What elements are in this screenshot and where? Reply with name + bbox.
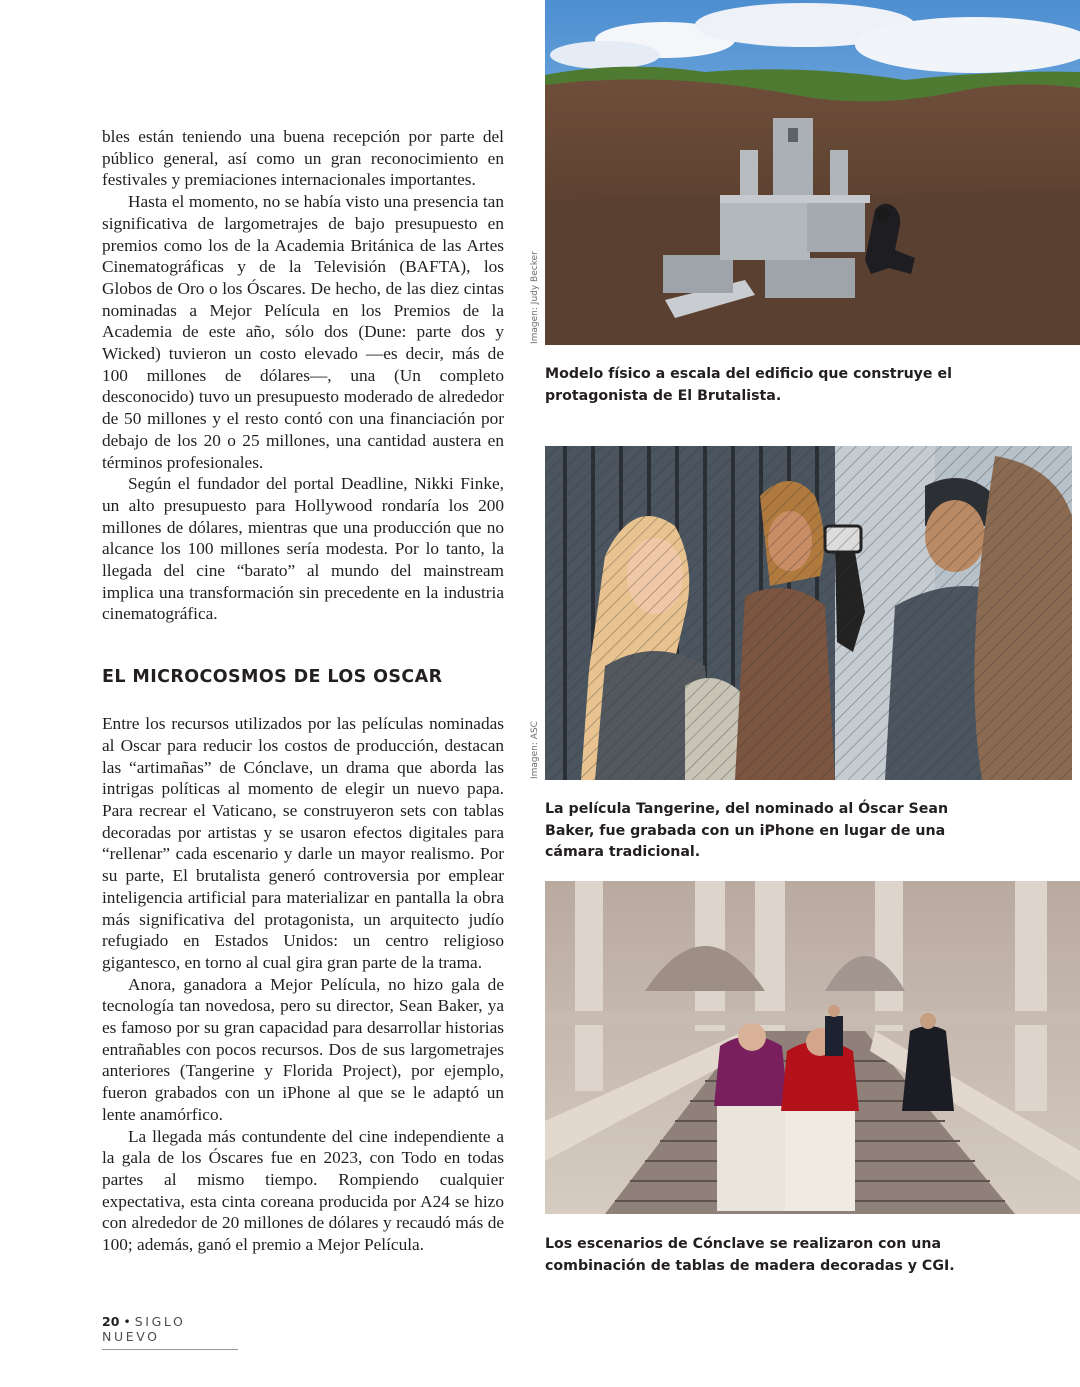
photo-credit: Imagen: ASC <box>530 721 540 779</box>
photo-credit: Imagen: Judy Becker <box>530 251 540 344</box>
footer-separator: • <box>123 1314 131 1329</box>
page-footer <box>102 1314 238 1350</box>
article-paragraph: Hasta el momento, no se había visto una presencia tan significativa de largometrajes de bajo presupuesto en premios como los de la Academia Británica de las Artes Cinematográficas y de la Televisión (BAFTA), los Globos de Oro o los Óscares. De hecho, de las diez cintas nominadas a Mejor Película en los Premios de la Academia de este año, sólo dos (Dune: parte dos y Wicked) tuvieron un costo elevado —es decir, más de 100 millones de dólares—, una (Un completo desconocido) tuvo un presupuesto moderado de alrededor de 50 millones y el resto contó con una financiación por debajo de los 20 o 25 millones, una cantidad austera en términos profesionales. <box>102 192 504 472</box>
photo-caption <box>545 364 995 407</box>
section-heading: EL MICROCOSMOS DE LOS OSCAR <box>102 667 443 688</box>
photo-caption <box>545 1234 995 1277</box>
photo-conclave-staircase <box>545 881 1080 1214</box>
article-paragraph: La llegada más contundente del cine independiente a la gala de los Óscares fue en 2023, con Todo en todas partes al mismo tiempo. Rompiendo cualquier expectativa, esta cinta coreana producida por A24 se hizo con alrededor de 20 millones de dólares y recaudó más de 100; además, ganó el premio a Mejor Película. <box>102 1126 504 1255</box>
article-paragraph: Entre los recursos utilizados por las películas nominadas al Oscar para reducir los costos de producción, destacan las “artimañas” de Cónclave, un drama que aborda las intrigas políticas al momento de elegir un nuevo papa. Para recrear el Vaticano, se construyeron sets con tablas decoradas por artistas y se usaron efectos digitales para “rellenar” cada escenario y darle un mayor realismo. Por su parte, El brutalista generó controversia por emplear inteligencia artificial para materializar en pantalla la obra más significativa del protagonista, un arquitecto judío refugiado en Estados Unidos: un centro religioso gigantesco, en torno al cual gira gran parte de la trama. <box>102 714 504 972</box>
page-number: 20 <box>102 1314 120 1329</box>
article-paragraph: Anora, ganadora a Mejor Película, no hizo gala de tecnología tan novedosa, pero su director, Sean Baker, ya es famoso por su gran capacidad para desarrollar historias entrañables con pocos recursos. Dos de sus largometrajes anteriores (Tangerine y Florida Project), por ejemplo, fueron grabados con un iPhone al que se le adaptó un lente anamórfico. <box>102 974 504 1124</box>
caption-text: Modelo físico a escala del edificio que construye el protagonista de El Brutalista. <box>545 366 952 404</box>
conclave-staircase-image <box>545 881 1080 1214</box>
photo-tangerine-shoot <box>545 446 1072 780</box>
photo-brutalist-model <box>545 0 1080 345</box>
brutalist-model-image <box>545 0 1080 345</box>
tangerine-shoot-image <box>545 446 1072 780</box>
article-paragraph: bles están teniendo una buena recepción por parte del público general, así como un gran reconocimiento en festivales y premiaciones internacionales importantes. <box>102 127 504 190</box>
publication-name: SIGLO NUEVO <box>102 1314 186 1344</box>
article-left-column <box>102 126 504 1256</box>
caption-text: La película Tangerine, del nominado al Óscar Sean Baker, fue grabada con un iPhone en lugar de una cámara tradicional. <box>545 801 949 860</box>
article-paragraph: Según el fundador del portal Deadline, Nikki Finke, un alto presupuesto para Hollywood rondaría los 200 millones de dólares, mientras que una producción que no alcance los 100 millones sería modesta. Por lo tanto, la llegada del cine “barato” al mundo del mainstream implica una transformación sin precedente en la industria cinematográfica. <box>102 474 504 624</box>
photo-caption <box>545 799 995 864</box>
caption-text: Los escenarios de Cónclave se realizaron con una combinación de tablas de madera decoradas y CGI. <box>545 1236 955 1274</box>
